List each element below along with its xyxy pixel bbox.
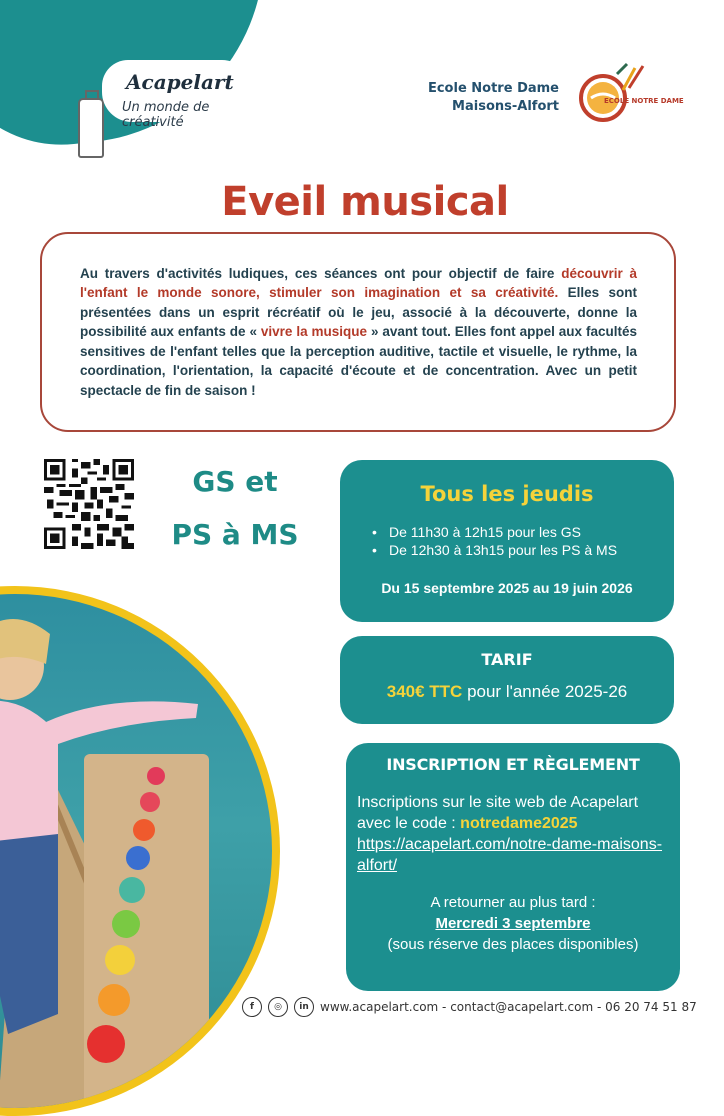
deadline [346, 892, 680, 955]
registration-code-prefix: avec le code : [357, 815, 461, 832]
intro-highlight2: vivre la musique [260, 324, 368, 339]
schedule-card [340, 460, 674, 622]
price-heading: TARIF [481, 650, 533, 669]
price-card [340, 636, 674, 724]
child-bells-photo [0, 594, 272, 1108]
deadline-note: (sous réserve des places disponibles) [387, 936, 639, 953]
levels-line2: PS à MS [171, 518, 299, 551]
schedule-item: • De 11h30 à 12h15 pour les GS [372, 523, 674, 541]
school-name-line1: Ecole Notre Dame [427, 81, 559, 96]
school-name [428, 80, 559, 116]
instagram-icon[interactable]: ◎ [268, 997, 288, 1017]
registration-code: notredame2025 [460, 815, 578, 832]
logo-tagline: Un monde de créativité [122, 100, 210, 130]
registration-link[interactable]: https://acapelart.com/notre-dame-maisons-alfort/ [357, 836, 663, 874]
price-line [340, 682, 674, 702]
footer-contact[interactable]: www.acapelart.com - contact@acapelart.com - 06 20 74 51 87 [320, 1000, 697, 1014]
photo-illustration [0, 594, 272, 1108]
registration-code-line [357, 813, 680, 834]
schedule-dates: Du 15 septembre 2025 au 19 juin 2026 [381, 580, 633, 596]
intro-box [40, 232, 676, 432]
acapelart-logo [102, 60, 252, 130]
price-amount: 340€ TTC [386, 682, 463, 701]
school-logo-label: ECOLE NOTRE DAME [604, 97, 684, 105]
intro-highlight1: découvrir à l'enfant le monde sonore, stimuler son imagination et sa créativité. [80, 265, 638, 300]
intro-part1: Au travers d'activités ludiques, ces séances ont pour objectif de faire [80, 265, 562, 281]
levels [160, 455, 310, 561]
schedule-list [372, 523, 674, 559]
linkedin-icon[interactable]: in [294, 997, 314, 1017]
spray-can-icon [78, 98, 104, 158]
intro-part2: Elles sont présentées dans un esprit récréatif où le jeu, associé à la découverte, donne la possibilité aux enfants de « [80, 285, 637, 339]
price-suffix: pour l'année 2025-26 [462, 682, 628, 701]
intro-text [80, 264, 637, 401]
qr-code-icon[interactable] [44, 459, 134, 549]
registration-text [357, 792, 680, 876]
registration-heading: INSCRIPTION ET RÈGLEMENT [386, 755, 640, 774]
photo-frame [0, 586, 280, 1116]
schedule-heading: Tous les jeudis [420, 482, 594, 506]
school-name-line2: Maisons-Alfort [452, 99, 559, 114]
intro-part3: » avant tout. Elles font appel aux facultés sensitives de l'enfant telles que la perception auditive, tactile et visuelle, le rythme, la coordination, l'orientation, la capacité d'écoute et de concentration. Avec un petit spectacle de fin de saison ! [80, 324, 637, 398]
levels-line1: GS et [192, 465, 278, 498]
deadline-date: Mercredi 3 septembre [435, 915, 591, 932]
footer [242, 995, 697, 1019]
registration-line1: Inscriptions sur le site web de Acapelart [357, 794, 639, 811]
schedule-item: • De 12h30 à 13h15 pour les PS à MS [372, 541, 674, 559]
registration-card [346, 743, 680, 991]
logo-name: Acapelart [126, 70, 234, 94]
page-title: Eveil musical [221, 178, 509, 225]
facebook-icon[interactable]: f [242, 997, 262, 1017]
school-logo-icon [579, 62, 651, 124]
deadline-intro: A retourner au plus tard : [430, 894, 596, 911]
